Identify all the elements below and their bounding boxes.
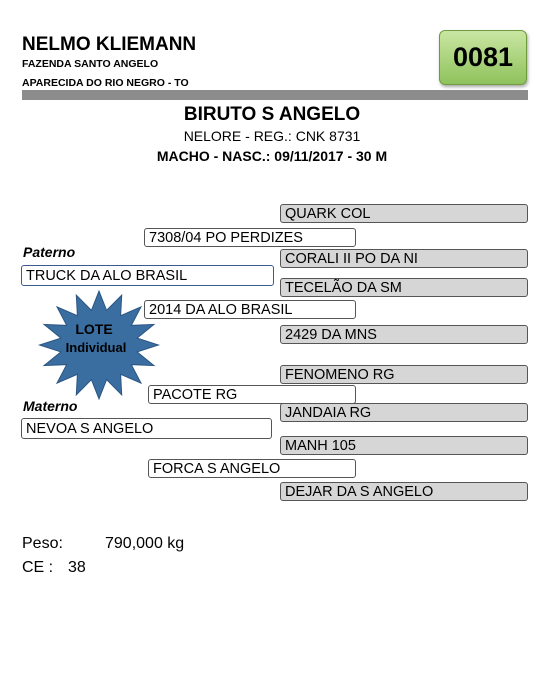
- ggp-8: DEJAR DA S ANGELO: [280, 482, 528, 501]
- materno-label: Materno: [23, 398, 78, 414]
- ggp-2: CORALI II PO DA NI: [280, 249, 528, 268]
- lot-number: 0081: [452, 42, 514, 72]
- sire: TRUCK DA ALO BRASIL: [21, 265, 274, 286]
- starburst-icon: [33, 289, 169, 401]
- ce-value: 38: [68, 559, 86, 576]
- ggp-1: QUARK COL: [280, 204, 528, 223]
- ggp-3: TECELÃO DA SM: [280, 278, 528, 297]
- farm-location: APARECIDA DO RIO NEGRO - TO: [22, 77, 189, 89]
- ggp-4: 2429 DA MNS: [280, 325, 528, 344]
- peso-label: Peso:: [22, 535, 63, 552]
- owner-name: NELMO KLIEMANN: [22, 34, 197, 55]
- ggp-5: FENOMENO RG: [280, 365, 528, 384]
- ce-label: CE :: [22, 559, 54, 576]
- peso-value: 790,000 kg: [105, 535, 185, 552]
- lote-individual-badge: [33, 289, 169, 401]
- animal-name: BIRUTO S ANGELO: [183, 104, 361, 125]
- ggp-7: MANH 105: [280, 436, 528, 455]
- maternal-granddam: FORCA S ANGELO: [148, 459, 356, 478]
- animal-sex-birth: MACHO - NASC.: 09/11/2017 - 30 M: [156, 148, 388, 164]
- dam: NEVOA S ANGELO: [21, 418, 272, 439]
- header-divider: [22, 90, 528, 100]
- paternal-granddam: 2014 DA ALO BRASIL: [144, 300, 356, 319]
- ggp-6: JANDAIA RG: [280, 403, 528, 422]
- maternal-grandsire: PACOTE RG: [148, 385, 356, 404]
- paternal-grandsire: 7308/04 PO PERDIZES: [144, 228, 356, 247]
- paterno-label: Paterno: [23, 244, 76, 260]
- animal-registration: NELORE - REG.: CNK 8731: [183, 128, 361, 144]
- lot-number-badge: [439, 30, 527, 85]
- farm-name: FAZENDA SANTO ANGELO: [22, 58, 159, 70]
- badge-line2: Individual: [65, 340, 127, 355]
- badge-line1: LOTE: [75, 321, 113, 337]
